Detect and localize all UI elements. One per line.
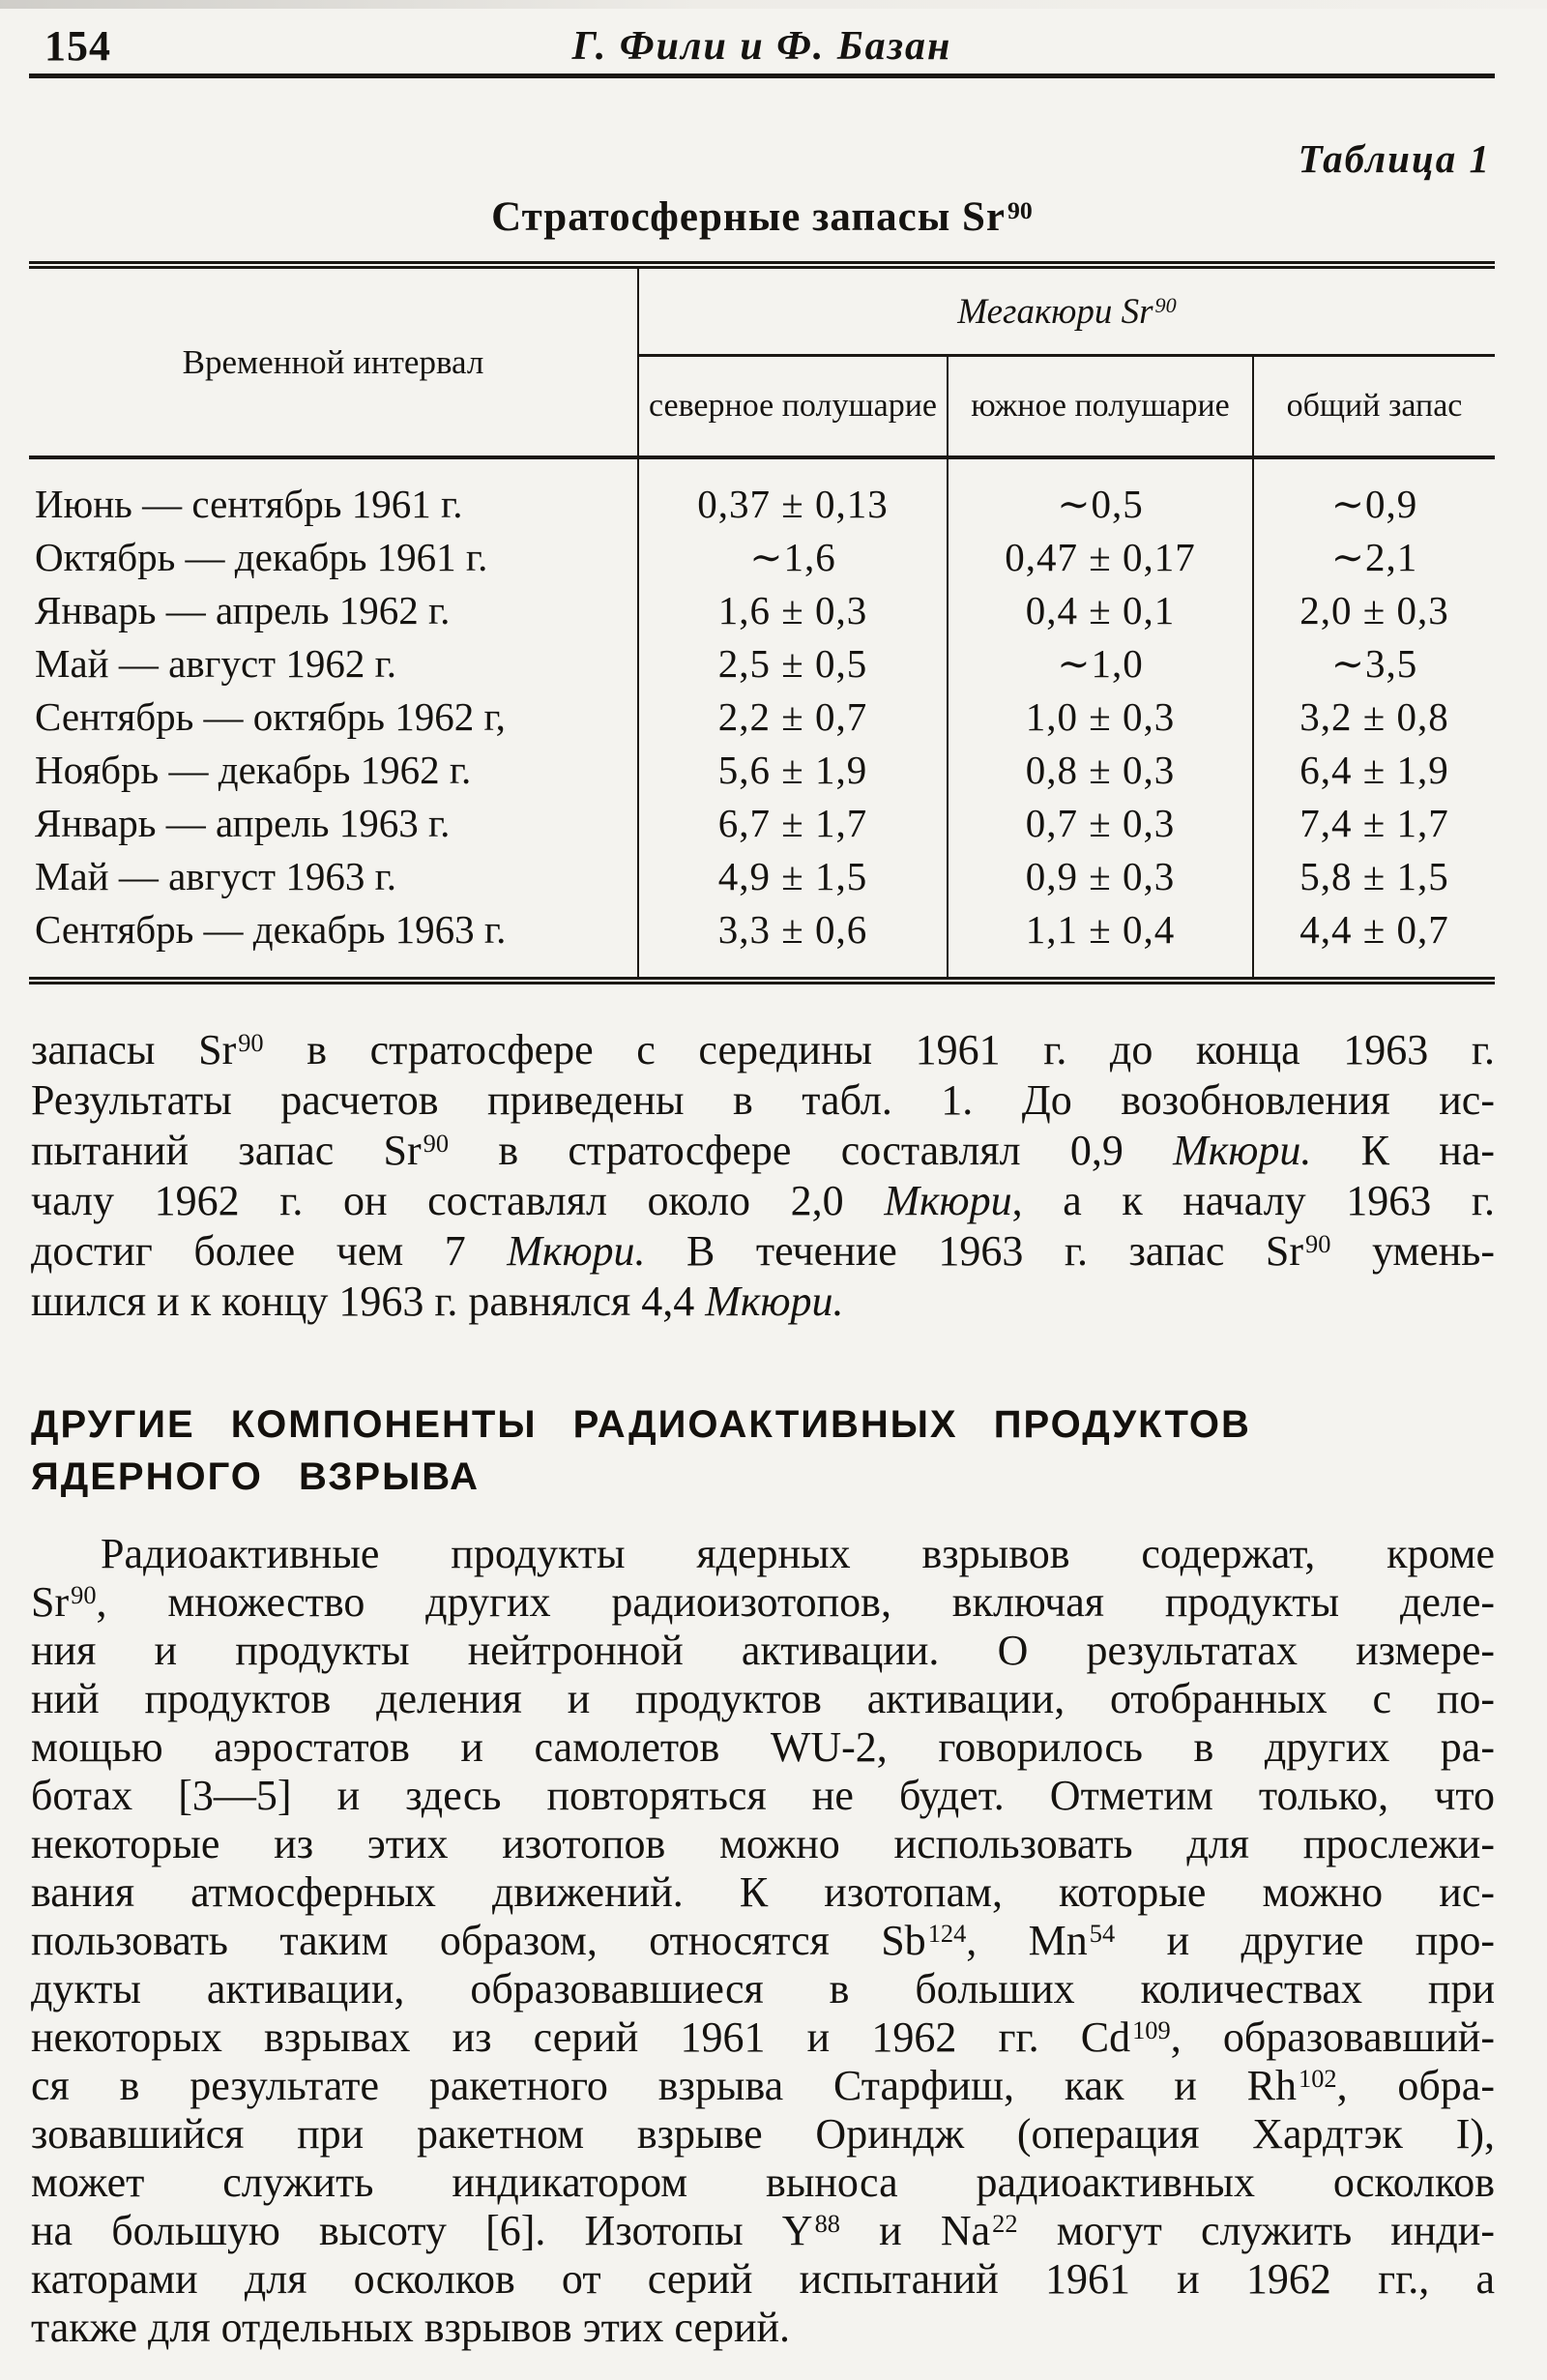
cell-interval: Январь — апрель 1962 г.	[35, 587, 451, 632]
cell-total: ∼3,5	[1253, 636, 1495, 690]
text-segment: умень-	[1330, 1227, 1495, 1275]
running-head	[31, 21, 1493, 72]
group-header-text: Мегакюри Sr	[957, 291, 1153, 332]
table-row	[29, 743, 1495, 796]
cell-interval: Ноябрь — декабрь 1962 г.	[35, 747, 472, 792]
cell-interval: Октябрь — декабрь 1961 г.	[35, 534, 488, 579]
text-line	[31, 1226, 1495, 1277]
text-line	[31, 1176, 1495, 1226]
text-line	[31, 1675, 1495, 1723]
text-segment: , обра-	[1336, 2062, 1495, 2109]
paragraph-stockpile-summary	[31, 1025, 1495, 1327]
text-line	[31, 1126, 1495, 1176]
text-segment: пытаний запас Sr	[31, 1127, 422, 1174]
heading-line: ЯДЕРНОГО ВЗРЫВА	[31, 1455, 481, 1498]
text-segment: Мкюри.	[705, 1278, 844, 1325]
cell-south: 0,4 ± 0,1	[948, 583, 1253, 636]
table-row	[29, 530, 1495, 583]
scan-edge-artifact	[0, 0, 1547, 9]
text-segment: на большую высоту [6]. Изотопы Y	[31, 2207, 813, 2254]
text-segment: каторами для осколков от серий испытаний 1961 и 1962 гг., а	[31, 2255, 1495, 2303]
cell-north: ∼1,6	[638, 530, 948, 583]
text-line	[31, 1723, 1495, 1772]
cell-total: 6,4 ± 1,9	[1253, 743, 1495, 796]
cell-south: 1,1 ± 0,4	[948, 902, 1253, 981]
paragraph-other-components	[31, 1530, 1495, 2352]
table-row	[29, 902, 1495, 981]
text-line	[31, 1772, 1495, 1820]
isotope-superscript: 90	[238, 1028, 264, 1058]
cell-north: 1,6 ± 0,3	[638, 583, 948, 636]
text-line	[31, 1277, 1495, 1327]
text-segment: может служить индикатором выноса радиоактивных осколков	[31, 2159, 1495, 2206]
text-segment: в стратосфере составлял 0,9	[449, 1127, 1174, 1174]
table-row	[29, 796, 1495, 849]
text-line	[31, 2159, 1495, 2207]
text-segment: и другие про-	[1115, 1917, 1495, 1964]
table-row	[29, 849, 1495, 902]
cell-north: 2,2 ± 0,7	[638, 690, 948, 743]
isotope-superscript: 102	[1299, 2064, 1337, 2094]
isotope-superscript: 22	[992, 2209, 1018, 2239]
cell-south: ∼0,5	[948, 457, 1253, 530]
text-segment: , Mn	[966, 1917, 1088, 1964]
text-line	[31, 1965, 1495, 2013]
text-segment: Мкюри.	[507, 1227, 646, 1275]
isotope-superscript: 88	[814, 2209, 840, 2239]
text-line	[31, 2304, 1495, 2352]
sr90-superscript: 90	[1007, 195, 1033, 224]
text-segment: некоторые из этих изотопов можно использовать для прослежи-	[31, 1820, 1495, 1867]
isotope-superscript: 109	[1132, 2015, 1171, 2045]
text-line	[31, 1627, 1495, 1675]
table-caption: Таблица 1	[1298, 136, 1491, 181]
text-line	[31, 1530, 1495, 1578]
text-segment: зовавшийся при ракетном взрыве Ориндж (операция Хардтэк I),	[31, 2110, 1495, 2158]
text-line	[31, 2207, 1495, 2255]
text-segment: ний продуктов деления и продуктов активации, отобранных с по-	[31, 1675, 1495, 1722]
text-segment: К на-	[1311, 1127, 1496, 1174]
text-segment: В течение 1963 г. запас Sr	[645, 1227, 1304, 1275]
header-rule	[29, 73, 1495, 78]
cell-interval: Сентябрь — октябрь 1962 г,	[35, 693, 506, 739]
text-segment: ся в результате ракетного взрыва Старфиш, как и Rh	[31, 2062, 1297, 2109]
column-group-header	[638, 265, 1495, 356]
table-row	[29, 457, 1495, 530]
isotope-superscript: 90	[423, 1129, 450, 1159]
text-segment: Результаты расчетов приведены в табл. 1. До возобновления ис-	[31, 1076, 1495, 1124]
cell-total: 3,2 ± 0,8	[1253, 690, 1495, 743]
cell-interval: Май — август 1963 г.	[35, 853, 397, 898]
text-segment: , образовавший-	[1170, 2013, 1495, 2061]
text-segment: Радиоактивные продукты ядерных взрывов содержат, кроме	[101, 1530, 1495, 1577]
cell-north: 5,6 ± 1,9	[638, 743, 948, 796]
cell-total: 7,4 ± 1,7	[1253, 796, 1495, 849]
text-line	[31, 2255, 1495, 2304]
text-line	[31, 1820, 1495, 1868]
isotope-superscript: 124	[927, 1919, 967, 1949]
text-segment: чалу 1962 г. он составлял около 2,0	[31, 1177, 885, 1224]
text-segment: шился и к концу 1963 г. равнялся 4,4	[31, 1278, 706, 1325]
cell-interval: Январь — апрель 1963 г.	[35, 800, 451, 845]
isotope-superscript: 54	[1089, 1919, 1116, 1949]
text-segment: дукты активации, образовавшиеся в больших количествах при	[31, 1965, 1495, 2013]
text-segment: пользовать таким образом, относятся Sb	[31, 1917, 926, 1964]
column-header-total: общий запас	[1253, 356, 1495, 458]
text-segment: Sr	[31, 1578, 70, 1626]
text-line	[31, 2110, 1495, 2159]
cell-south: 0,7 ± 0,3	[948, 796, 1253, 849]
cell-south: 0,47 ± 0,17	[948, 530, 1253, 583]
text-segment: ния и продукты нейтронной активации. О результатах измере-	[31, 1627, 1495, 1674]
text-line	[31, 2062, 1495, 2110]
table-row	[29, 583, 1495, 636]
text-segment: вания атмосферных движений. К изотопам, которые можно ис-	[31, 1868, 1495, 1916]
stratospheric-stockpile-table	[29, 261, 1495, 984]
cell-interval: Май — август 1962 г.	[35, 640, 397, 686]
text-segment: мощью аэростатов и самолетов WU-2, говорилось в других ра-	[31, 1723, 1495, 1771]
text-segment: и Na	[839, 2207, 991, 2254]
heading-line: ДРУГИЕ КОМПОНЕНТЫ РАДИОАКТИВНЫХ ПРОДУКТОВ	[31, 1403, 1251, 1446]
isotope-superscript: 90	[71, 1580, 97, 1610]
text-segment: могут служить инди-	[1017, 2207, 1495, 2254]
page-number: 154	[44, 22, 111, 70]
table-group-header-row	[29, 265, 1495, 356]
text-segment: в стратосфере с середины 1961 г. до конца 1963 г.	[263, 1026, 1495, 1073]
cell-interval: Сентябрь — декабрь 1963 г.	[35, 906, 507, 952]
text-line	[31, 1025, 1495, 1075]
cell-south: 0,9 ± 0,3	[948, 849, 1253, 902]
text-line	[31, 2013, 1495, 2062]
column-header-north: северное полушарие	[638, 356, 948, 458]
cell-north: 2,5 ± 0,5	[638, 636, 948, 690]
cell-south: ∼1,0	[948, 636, 1253, 690]
text-segment: Мкюри.	[1173, 1127, 1312, 1174]
running-title: Г. Фили и Ф. Базан	[571, 24, 952, 69]
sr90-superscript: 90	[1154, 292, 1177, 317]
cell-total: 2,0 ± 0,3	[1253, 583, 1495, 636]
section-heading	[31, 1398, 1495, 1503]
cell-north: 0,37 ± 0,13	[638, 457, 948, 530]
cell-total: 4,4 ± 0,7	[1253, 902, 1495, 981]
text-line	[31, 1917, 1495, 1965]
cell-south: 0,8 ± 0,3	[948, 743, 1253, 796]
text-line	[31, 1075, 1495, 1126]
text-segment: также для отдельных взрывов этих серий.	[31, 2304, 791, 2351]
text-segment: достиг более чем 7	[31, 1227, 508, 1275]
text-segment: некоторых взрывах из серий 1961 и 1962 гг. Cd	[31, 2013, 1131, 2061]
cell-total: ∼0,9	[1253, 457, 1495, 530]
isotope-superscript: 90	[1305, 1229, 1331, 1259]
table-title	[31, 193, 1493, 241]
cell-total: 5,8 ± 1,5	[1253, 849, 1495, 902]
cell-interval: Июнь — сентябрь 1961 г.	[35, 481, 463, 526]
column-header-interval: Временной интервал	[29, 265, 638, 457]
table-row	[29, 690, 1495, 743]
column-header-south: южное полушарие	[948, 356, 1253, 458]
cell-total: ∼2,1	[1253, 530, 1495, 583]
table-row	[29, 636, 1495, 690]
cell-south: 1,0 ± 0,3	[948, 690, 1253, 743]
cell-north: 6,7 ± 1,7	[638, 796, 948, 849]
text-segment: Мкюри	[884, 1177, 1012, 1224]
cell-north: 4,9 ± 1,5	[638, 849, 948, 902]
table-title-text: Стратосферные запасы Sr	[491, 194, 1007, 240]
text-line	[31, 1578, 1495, 1627]
text-line	[31, 1868, 1495, 1917]
text-segment: , множество других радиоизотопов, включая продукты деле-	[96, 1578, 1495, 1626]
text-segment: , а к началу 1963 г.	[1011, 1177, 1495, 1224]
cell-north: 3,3 ± 0,6	[638, 902, 948, 981]
text-segment: запасы Sr	[31, 1026, 237, 1073]
text-segment: ботах [3—5] и здесь повторяться не будет. Отметим только, что	[31, 1772, 1495, 1819]
